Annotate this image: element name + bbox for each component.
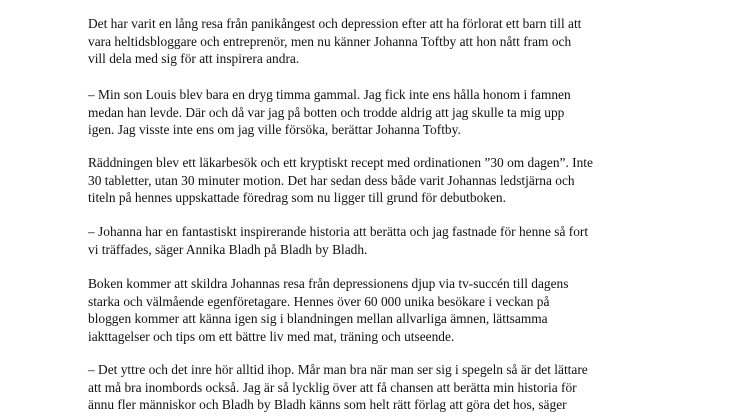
paragraph-line: vara heltidsbloggare och entreprenör, men nu känner Johanna Toftby att hon nått fram och — [88, 33, 572, 49]
paragraph-line: iakttagelser och tips om ett bättre liv med mat, träning och utseende. — [88, 328, 455, 344]
paragraph-line: medan han levde. Där och då var jag på botten och trodde aldrig att jag skulle ta mig upp — [88, 104, 565, 120]
paragraph-line: Det har varit en lång resa från panikångest och depression efter att ha förlorat ett barn till att — [88, 16, 582, 31]
paragraph-quote-annika — [88, 223, 688, 258]
paragraph-line: att må bra inombords också. Jag är så lycklig över att få chansen att berätta min historia för — [88, 379, 577, 395]
paragraph-line: – Min son Louis blev bara en dryg timma gammal. Jag fick inte ens hålla honom i famnen — [88, 87, 571, 102]
paragraph-line: titeln på hennes uppskattade föredrag som nu ligger till grund för debutboken. — [88, 190, 506, 206]
paragraph-line: vi träffades, säger Annika Bladh på Bladh by Bladh. — [88, 241, 368, 257]
paragraph-line: bloggen kommer att känna igen sig i blandningen mellan allvarliga ämnen, lättsamma — [88, 311, 548, 327]
paragraph-line: vill dela med sig för att inspirera andra. — [88, 51, 300, 67]
paragraph-quote-louis — [88, 86, 688, 139]
paragraph-book — [88, 275, 688, 345]
paragraph-line: – Det yttre och det inre hör alltid ihop. Mår man bra när man ser sig i spegeln så är det lättare — [88, 362, 588, 377]
paragraph-rescue — [88, 154, 688, 207]
paragraph-line: starka och välmående egenföretagare. Hennes över 60 000 unika besökare i veckan på — [88, 293, 550, 309]
paragraph-intro — [88, 15, 688, 68]
paragraph-quote-johanna — [88, 361, 688, 414]
paragraph-line: Räddningen blev ett läkarbesök och ett kryptiskt recept med ordinationen ”30 om dagen”. Inte — [88, 155, 593, 170]
paragraph-line: Boken kommer att skildra Johannas resa från depressionens djup via tv-succén till dagens — [88, 276, 569, 291]
paragraph-line: ännu fler människor och Bladh by Bladh känns som helt rätt förlag att göra det hos, säger — [88, 397, 567, 413]
paragraph-line: – Johanna har en fantastiskt inspirerande historia att berätta och jag fastnade för henne så fort — [88, 224, 589, 239]
paragraph-line: igen. Jag visste inte ens om jag ville försöka, berättar Johanna Toftby. — [88, 122, 461, 138]
paragraph-line: 30 tabletter, utan 30 minuter motion. Det har sedan dess både varit Johannas ledstjärna och — [88, 172, 575, 188]
